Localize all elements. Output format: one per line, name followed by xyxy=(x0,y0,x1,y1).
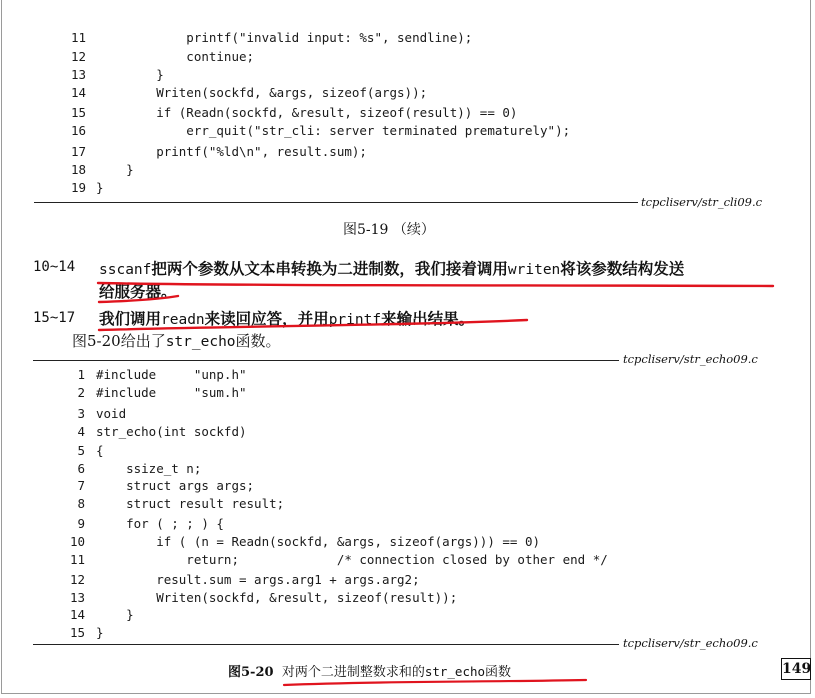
line-number: 11 xyxy=(70,30,86,45)
source-file-label-bottom-end: tcpcliserv/str_echo09.c xyxy=(623,636,758,650)
code-text: for ( ; ; ) { xyxy=(96,516,224,531)
intro-text2: 函数。 xyxy=(235,332,281,350)
code-text: } xyxy=(96,607,134,622)
line-number: 16 xyxy=(70,123,86,138)
para1-line1 xyxy=(99,257,684,279)
figure-5-19-caption: 图5-19 （续） xyxy=(343,222,435,238)
code-text: #include "unp.h" xyxy=(96,367,247,382)
figure-5-20-caption xyxy=(228,661,511,680)
intro-line xyxy=(72,330,281,351)
line-number: 15 xyxy=(70,105,86,120)
line-number: 13 xyxy=(69,590,85,605)
code-text: printf("%ld\n", result.sum); xyxy=(96,144,367,159)
code-text: struct result result; xyxy=(96,496,285,511)
code-text: ssize_t n; xyxy=(96,461,202,476)
line-number: 1 xyxy=(77,367,85,382)
line-number: 15 xyxy=(69,625,85,640)
para2-fn-readn: readn xyxy=(161,312,205,328)
code-text: } xyxy=(96,67,164,82)
para2-line xyxy=(99,307,474,329)
code-text: result.sum = args.arg1 + args.arg2; xyxy=(96,572,420,587)
code-text: { xyxy=(96,443,104,458)
para1-fn-sscanf: sscanf xyxy=(99,262,152,278)
para1-line-range: 10~14 xyxy=(33,259,76,275)
code-text: } xyxy=(96,625,104,640)
line-number: 14 xyxy=(70,85,86,100)
code-text: err_quit("str_cli: server terminated prematurely"); xyxy=(96,123,571,138)
intro-text1: 图5-20给出了 xyxy=(72,332,166,350)
line-number: 2 xyxy=(77,385,85,400)
code-text: void xyxy=(96,406,127,421)
code-text: str_echo(int sockfd) xyxy=(96,424,247,439)
code-text: #include "sum.h" xyxy=(96,385,247,400)
para2-line-range: 15~17 xyxy=(33,310,76,326)
page-number: 149 xyxy=(781,658,811,680)
para2-fn-printf: printf xyxy=(328,312,382,328)
line-number: 6 xyxy=(77,461,85,476)
line-number: 3 xyxy=(77,406,85,421)
line-number: 4 xyxy=(77,424,85,439)
listing-divider-bottom-top xyxy=(33,360,619,361)
line-number: 17 xyxy=(70,144,86,159)
line-number: 14 xyxy=(69,607,85,622)
para2-text2: 来读回应答，并用 xyxy=(204,309,329,328)
code-text: if (Readn(sockfd, &result, sizeof(result)) == 0) xyxy=(96,105,518,120)
figure-5-20-fn: str_echo xyxy=(424,664,486,679)
code-text: printf("invalid input: %s", sendline); xyxy=(96,30,473,45)
line-number: 11 xyxy=(69,552,85,567)
line-number: 7 xyxy=(77,478,85,493)
source-file-label-top: tcpcliserv/str_cli09.c xyxy=(641,195,763,209)
code-text: } xyxy=(96,162,134,177)
intro-fn: str_echo xyxy=(165,334,236,350)
line-number: 5 xyxy=(77,443,85,458)
para2-text3: 来输出结果。 xyxy=(381,309,475,328)
code-text: return; /* connection closed by other end */ xyxy=(96,552,608,567)
para1-fn-writen: writen xyxy=(507,262,561,278)
para1-text2: 将该参数结构发送 xyxy=(560,259,685,278)
line-number: 12 xyxy=(70,49,86,64)
listing-divider-top xyxy=(34,202,638,203)
figure-5-20-label: 图5-20 xyxy=(228,665,274,680)
code-text: struct args args; xyxy=(96,478,255,493)
code-text: Writen(sockfd, &result, sizeof(result)); xyxy=(96,590,458,605)
line-number: 19 xyxy=(70,180,86,195)
code-text: Writen(sockfd, &args, sizeof(args)); xyxy=(96,85,428,100)
code-text: if ( (n = Readn(sockfd, &args, sizeof(args))) == 0) xyxy=(96,534,541,549)
para1-line2: 给服务器。 xyxy=(99,282,177,301)
figure-5-20-text1: 对两个二进制整数求和的 xyxy=(281,665,425,680)
code-text: } xyxy=(96,180,104,195)
figure-5-20-text2: 函数 xyxy=(485,665,512,680)
listing-divider-bottom-end xyxy=(33,644,619,645)
line-number: 10 xyxy=(69,534,85,549)
line-number: 12 xyxy=(69,572,85,587)
code-text: continue; xyxy=(96,49,255,64)
line-number: 8 xyxy=(77,496,85,511)
para2-text1: 我们调用 xyxy=(99,309,162,328)
line-number: 9 xyxy=(77,516,85,531)
line-number: 13 xyxy=(70,67,86,82)
para1-text1: 把两个参数从文本串转换为二进制数，我们接着调用 xyxy=(151,259,508,278)
source-file-label-bottom-top: tcpcliserv/str_echo09.c xyxy=(623,352,758,366)
line-number: 18 xyxy=(70,162,86,177)
